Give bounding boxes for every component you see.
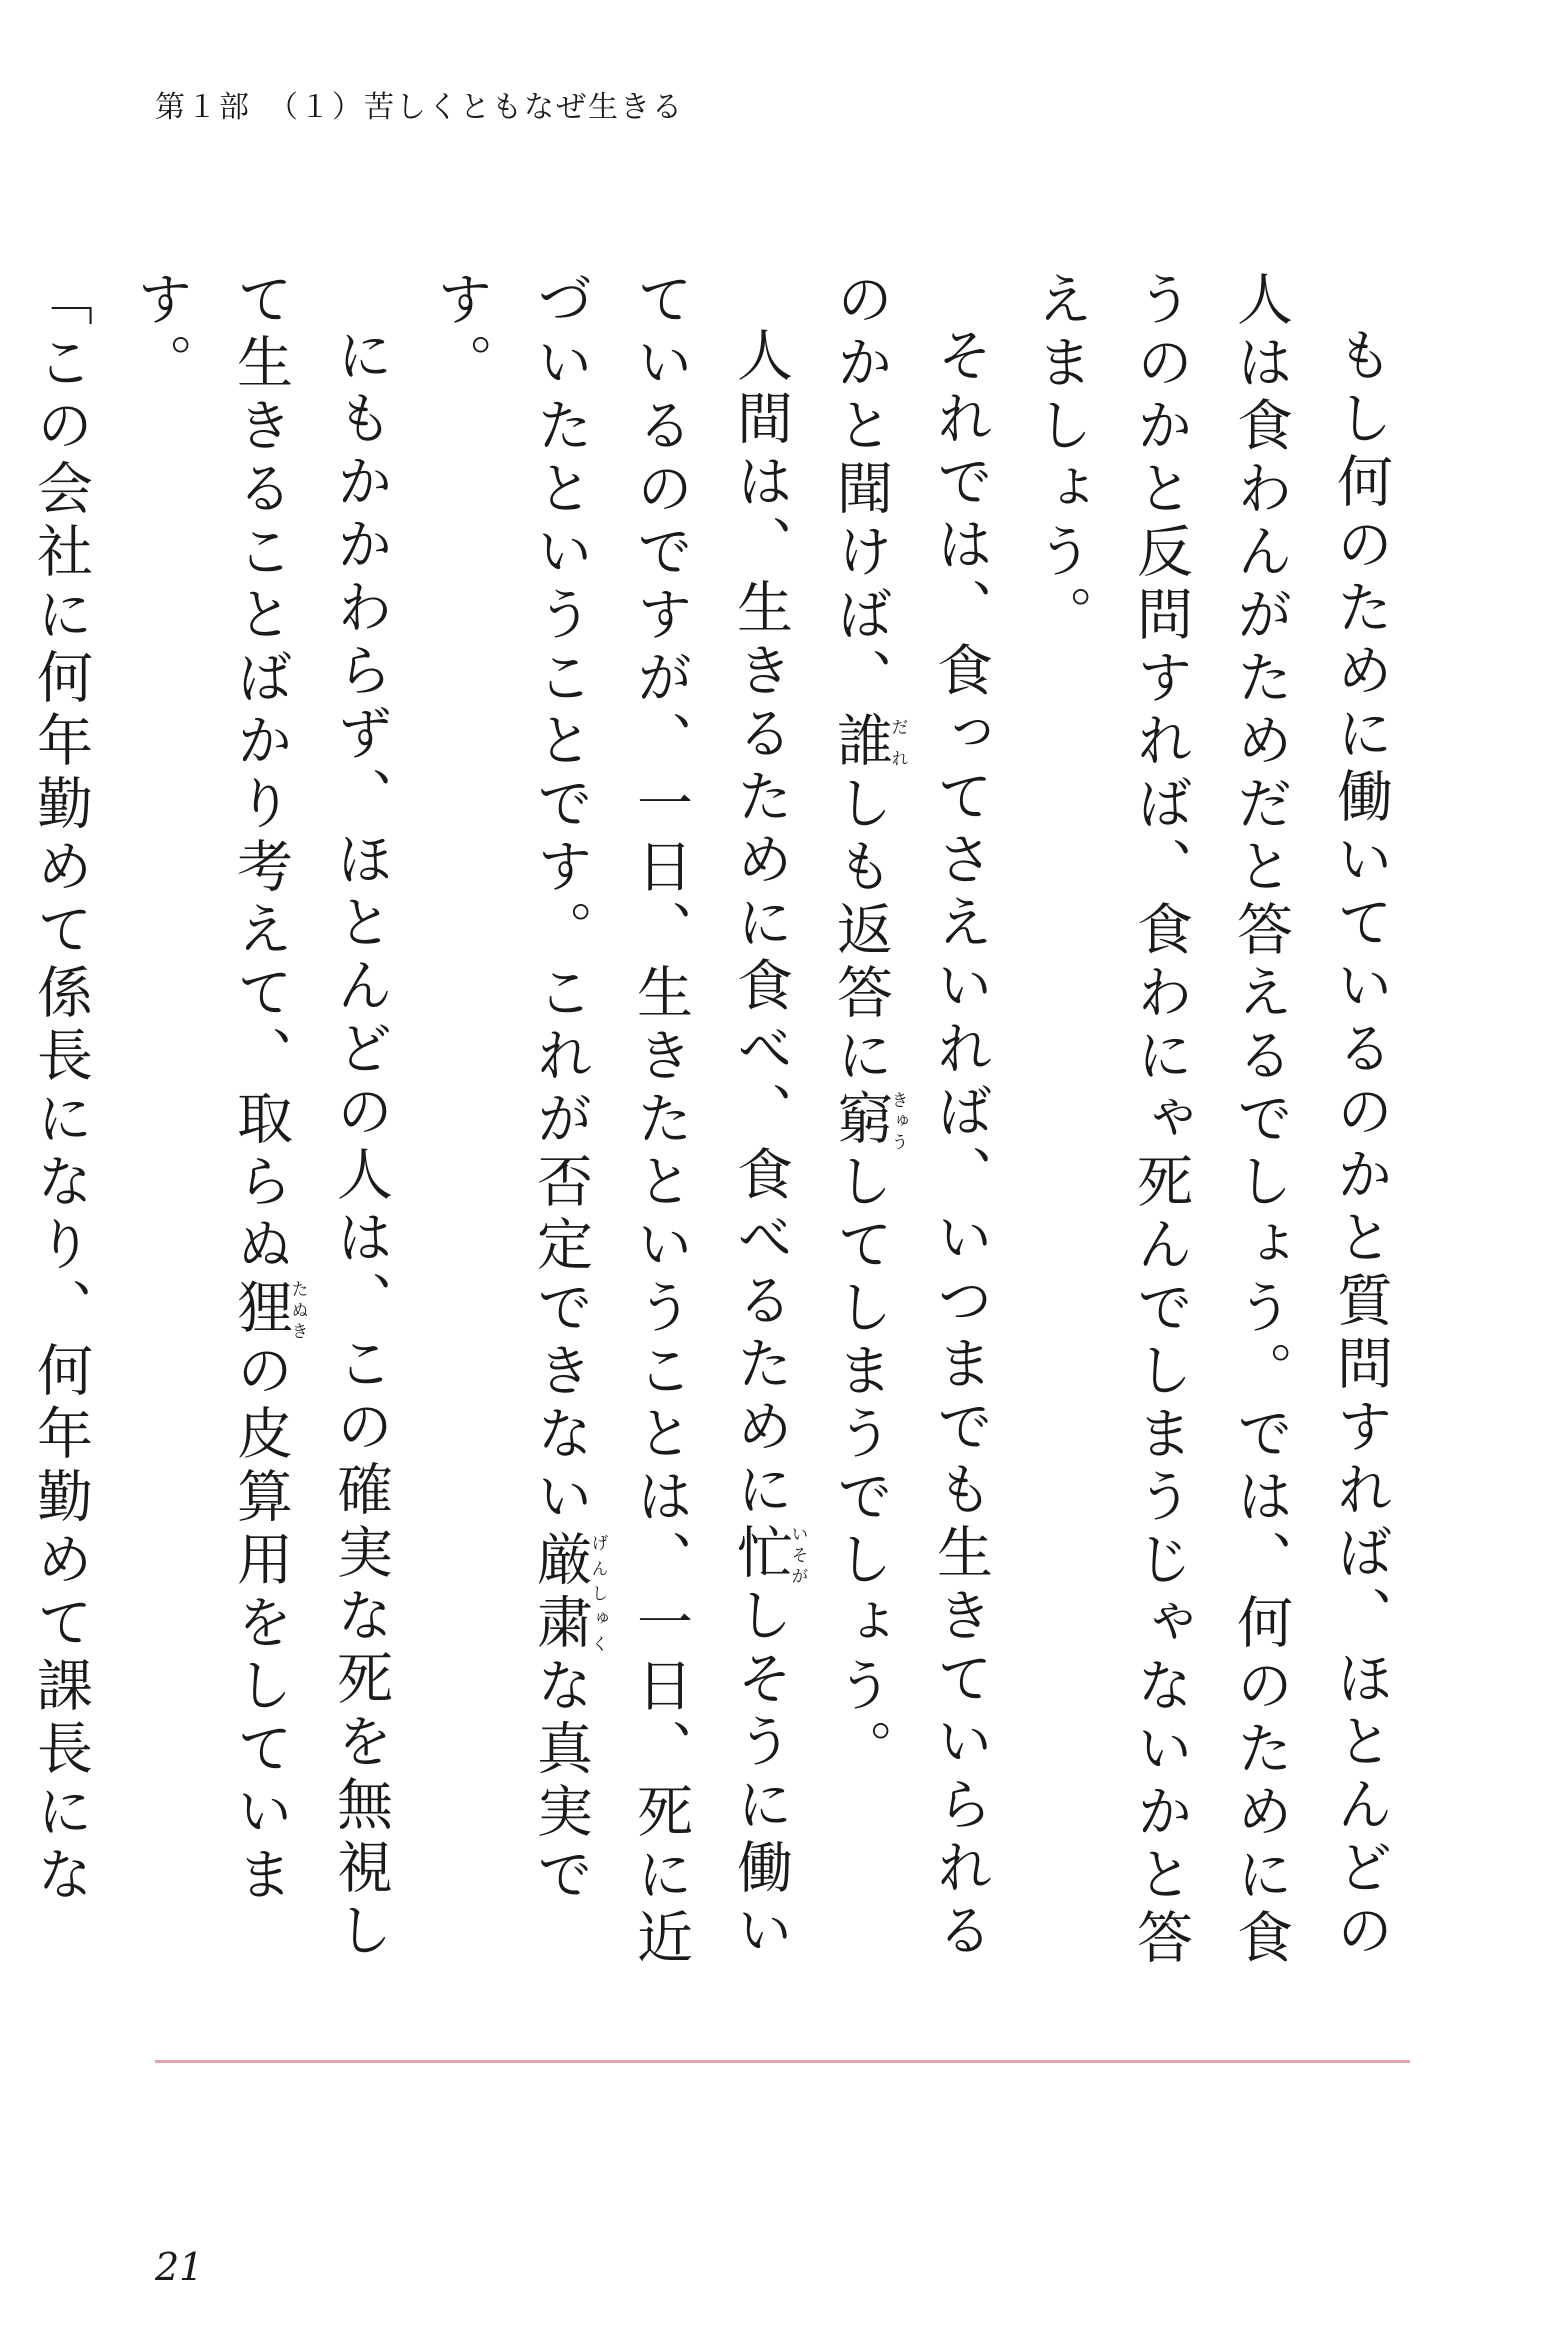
ruby-kyuu — [828, 1089, 908, 1152]
ruby-isoga — [728, 1523, 808, 1586]
ruby-isoga-reading: いそが — [787, 1523, 808, 1586]
ruby-tanuki-reading: たぬき — [287, 1278, 308, 1341]
ruby-genshuku — [528, 1530, 608, 1656]
paragraph-4-text-b: の皮算用をしています。 — [128, 270, 293, 1908]
body-text — [28, 270, 1410, 1990]
ruby-dare — [828, 711, 908, 774]
paragraph-3-text-c: な真実です。 — [428, 270, 593, 1908]
paragraph-2-text-c: してしまうでしょう。 — [828, 1152, 893, 1782]
paragraph-3-text-b: しそうに働いているのですが、一日、生きたということは、一日、死に近づいたということです。これが否定できない — [528, 270, 793, 1971]
ruby-genshuku-base: 厳粛 — [528, 1530, 593, 1656]
running-head: 第１部 （１）苦しくともなぜ生きる — [155, 90, 684, 125]
footer-rule — [155, 2060, 1410, 2063]
ruby-tanuki-base: 狸 — [228, 1278, 293, 1341]
ruby-kyuu-base: 窮 — [828, 1089, 893, 1152]
paragraph-2-text-b: しも返答に — [828, 774, 893, 1089]
ruby-kyuu-reading: きゅう — [887, 1089, 908, 1152]
page-number: 21 — [155, 2245, 204, 2289]
paragraph-3-text-a: 人間は、生きるために食べ、食べるために — [728, 326, 793, 1523]
paragraph-2-text-a: それでは、食ってさえいれば、いつまでも生きていられるのかと聞けば、 — [828, 270, 993, 1964]
ruby-dare-base: 誰 — [828, 711, 893, 774]
paragraph-4 — [110, 270, 410, 1990]
paragraph-5: 「この会社に何年勤めて係長になり、何年勤めて課長にな — [28, 270, 93, 1908]
ruby-isoga-base: 忙 — [728, 1523, 793, 1586]
paragraph-3 — [410, 270, 810, 1990]
ruby-dare-reading: だれ — [887, 711, 908, 774]
paragraph-4-text-a: にもかかわらず、ほとんどの人は、この確実な死を無視して生きることばかり考えて、取らぬ — [228, 270, 393, 1964]
paragraph-1: もし何のために働いているのかと質問すれば、ほとんどの人は食わんがためだと答えるでしょう。では、何のために食うのかと反問すれば、食わにゃ死んでしまうじゃないかと答えましょう。 — [1028, 270, 1393, 1971]
paragraph-2 — [810, 270, 1010, 1990]
ruby-tanuki — [228, 1278, 308, 1341]
ruby-genshuku-reading: げんしゅく — [587, 1530, 608, 1656]
